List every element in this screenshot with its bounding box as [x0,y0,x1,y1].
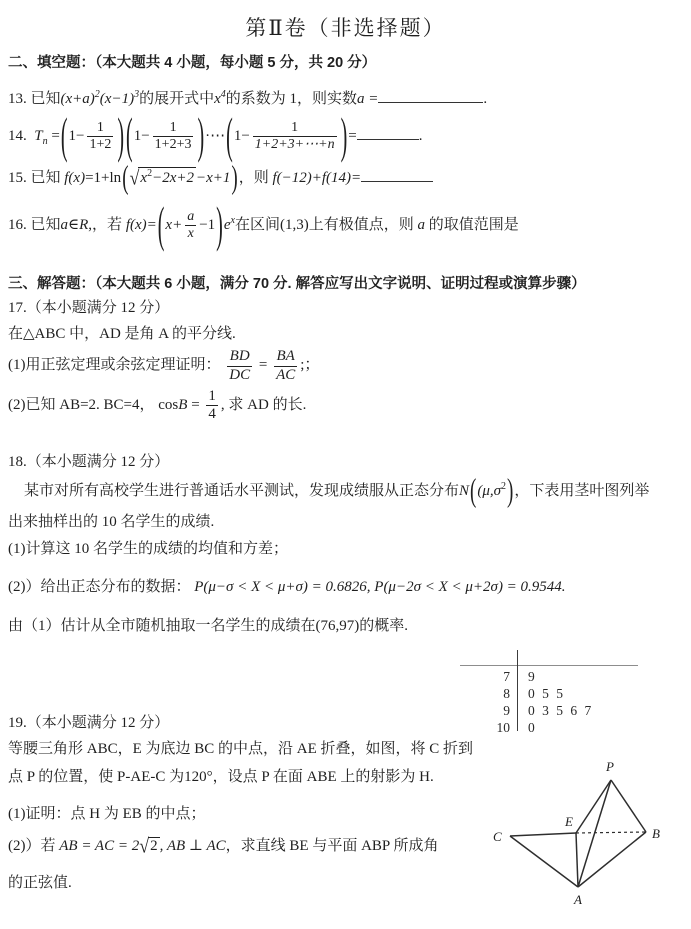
q19-item2-text2: ，求直线 BE 与平面 ABP 所成角 [225,838,439,855]
open-paren: ( [60,109,68,165]
q15-sqrt-x: x [140,170,148,187]
q16-text2: 在区间 [234,217,280,234]
q17-frac-bd-dc [227,348,252,384]
question-18-heading: 18.（本小题满分 12 分） [8,454,170,471]
q13-exp3: 4 [220,89,226,100]
stem-leaf-row [460,668,638,685]
stem-value: 8 [503,686,510,701]
close-paren: ) [340,109,348,165]
q18-final [8,614,683,635]
q16-frac [185,209,196,242]
q16-e-exp: x [230,215,235,227]
close-paren: ) [507,474,514,510]
q17-item1-text: (1)用正弦定理或余弦定理证明： [8,357,221,374]
q14-frac2-num: 1 [169,120,177,135]
q16-e: e [223,217,231,234]
q19-item2 [8,834,478,857]
q13-text: 13. 已知 [8,91,61,107]
q17-item2-end: , 求 AD 的长. [220,397,307,414]
q13-x: x [214,91,221,107]
q16-frac-num: a [187,209,195,225]
close-paren: ) [117,109,125,165]
q13-exp1: 2 [94,89,100,100]
stem-leaf-row [460,685,638,702]
vertex-label-A: A [574,892,582,907]
open-paren: ( [226,109,233,165]
q18-item2 [8,575,683,596]
q18-final-text: 由（1）估计从全市随机抽取一名学生的成绩在 [8,618,316,635]
question-16 [8,198,683,254]
q17-cos-eq: = [191,397,200,414]
vertex-label-P: P [606,759,614,774]
edge-EB-hidden [576,832,646,833]
close-paren: ) [197,109,205,165]
q15-sqrt-rest: −2x+2 [152,170,194,187]
q14-one2: 1− [133,128,150,145]
question-13 [8,87,683,108]
question-14 [8,109,683,165]
q16-xplus: x+ [165,217,183,234]
q17-item2-text: (2)已知 AB=2. BC=4， [8,397,155,414]
q14-one3: 1− [233,128,250,145]
open-paren: ( [126,109,133,165]
edge-EA [576,833,578,887]
fold-figure [486,753,686,923]
q19-sqrt-two: 2 [150,838,158,855]
open-paren: ( [470,474,477,510]
edge-PB [611,780,646,832]
leaf-values: 0 [528,720,537,735]
q17-item1 [8,348,683,384]
q18-sigma-exp: 2 [501,481,507,493]
q17-ac: AC [276,366,296,383]
q16-text3: 上有极值点，则 [308,217,418,234]
q18-N-inner: (μ,σ [477,483,502,500]
q15-text2: ，则 [238,170,269,187]
q17-ba: BA [276,348,295,365]
q15-text: 15. 已知 [8,170,61,187]
q14-frac1 [87,120,113,153]
q17-four: 4 [208,406,216,423]
q15-answer-blank [361,166,433,182]
radical-sign: √ [139,835,150,858]
stem-leaf-plot [460,650,638,736]
question-19-heading: 19.（本小题满分 12 分） [8,715,170,732]
q14-number: 14. [8,128,27,145]
leaf-values: 9 [528,669,537,684]
q19-line1: 等腰三角形 ABC，E 为底边 BC 的中点，沿 AE 折叠，如图，将 C 折到 [8,741,474,758]
q16-interval: (1,3) [279,217,309,234]
q17-cos: cos [158,397,179,414]
q16-comma: ,，若 [88,217,123,234]
q13-text3: 的系数为 1，则实数 [225,91,358,107]
stem-value: 7 [503,669,510,684]
q17-eq: = [258,357,268,374]
q18-N: N [459,483,470,500]
q17-line1: 在△ABC 中，AD 是角 A 的平分线. [8,326,236,343]
q13-expr2: (x−1) [99,91,135,107]
q17-bd: BD [229,348,250,365]
q13-a-equals: a = [357,91,379,107]
q14-frac3-den: 1+2+3+⋯+n [254,137,335,153]
q14-frac2 [153,120,194,153]
open-paren: ( [122,160,129,197]
leaf-values: 0 5 5 [528,686,565,701]
q19-perp: , AB ⊥ AC [159,838,226,855]
q15-after-sqrt: −x+1 [195,170,231,187]
stem-leaf-row [460,702,638,719]
leaf-values: 0 3 5 6 7 [528,703,594,718]
question-17-heading: 17.（本小题满分 12 分） [8,300,170,317]
vertex-label-B: B [652,826,660,841]
q14-dots: ·⋯ [205,128,226,145]
q18-para2: 出来抽样出的 10 名学生的成绩. [8,514,215,531]
edge-AB [578,832,646,887]
q14-eq2: = [348,128,357,145]
edge-CE [510,833,576,836]
q15-fx: f(x) [64,170,86,187]
question-15 [8,160,683,197]
q18-para1-text2: ，下表用茎叶图列举 [514,483,650,500]
q14-frac3 [253,120,337,153]
q16-text: 16. 已知 [8,217,61,234]
stem-leaf-rows [460,650,638,736]
q18-para1-text: 某市对所有高校学生进行普通话水平测试，发现成绩服从正态分布 [24,483,460,500]
q19-lengths: AB = AC = 2 [59,838,140,855]
q17-item2 [8,388,683,424]
stem-leaf-row [460,719,638,736]
q14-frac2-den: 1+2+3 [154,137,192,153]
q18-item1: (1)计算这 10 名学生的成绩的均值和方差； [8,541,288,558]
q14-frac1-num: 1 [96,120,104,135]
q13-period: . [483,91,488,107]
close-paren: ) [216,198,223,254]
q16-text4: 的取值范围是 [425,217,519,234]
q14-one1: 1− [68,128,85,145]
q18-para1 [8,474,683,510]
q19-item1: (1)证明：点 H 为 EB 的中点； [8,806,206,823]
edge-CA [510,836,578,887]
page-title: 第Ⅱ卷（非选择题） [245,16,446,40]
vertex-label-C: C [493,829,502,844]
q14-Tn-sub: n [42,136,48,148]
vertex-label-E: E [565,814,573,829]
q13-answer-blank [378,87,483,103]
q14-frac3-num: 1 [291,120,299,135]
q18-range: (76,97) [315,618,360,635]
q18-final-text2: 的概率. [359,618,409,635]
open-paren: ( [157,198,165,254]
edge-EP [576,780,611,833]
q16-fx: f(x)= [125,217,157,234]
q14-Tn: T [34,128,43,145]
stem-leaf-divider [517,650,518,731]
q19-item2-text: (2)）若 [8,838,60,855]
q17-item1-end: ;； [300,357,320,374]
q16-a-var: a [417,217,425,234]
stem-value: 9 [503,703,510,718]
section-2-heading: 二、填空题：（本大题共 4 小题，每小题 5 分，共 20 分） [8,55,377,71]
q14-frac1-den: 1+2 [89,137,112,153]
section-3-heading: 三、解答题：（本大题共 6 小题，满分 70 分. 解答应写出文字说明、证明过程或演算步骤） [8,276,586,293]
q16-aR: a∈R [60,217,89,234]
q13-expr1: (x+a) [60,91,95,107]
q17-frac-quarter [206,388,218,424]
q18-probabilities: P(μ−σ < X < μ+σ) = 0.6826, P(μ−2σ < X < μ+2σ) = 0.9544. [194,579,566,596]
q17-one: 1 [208,387,216,404]
q16-frac-den: x [185,225,196,242]
q16-minus-one: −1 [199,217,216,234]
q14-period: . [418,128,423,145]
q19-line3: 的正弦值. [8,875,72,892]
q17-frac-ba-ac [274,348,297,384]
q15-sqrt-exp: 2 [147,168,153,180]
q19-line2-text2: ，设点 P 在面 ABE 上的射影为 H. [212,769,434,786]
close-paren: ) [231,160,238,197]
q15-sqrt-body [138,167,196,187]
q14-answer-blank [357,124,419,140]
q19-line2-text: 点 P 的位置，使 P-AE-C 为 [8,769,185,786]
q18-item2-text: (2)）给出正态分布的数据： [8,579,191,596]
stem-leaf-topline [460,665,638,666]
q17-cos-B: B [178,397,188,414]
q15-fx2: =1+ln [85,170,122,187]
fold-figure-svg [486,753,686,923]
q17-dc: DC [229,366,251,383]
q19-line2 [8,765,478,786]
q15-f-values: f(−12)+f(14)= [272,170,362,187]
q19-angle: 120° [184,769,213,786]
stem-value: 10 [496,720,510,735]
q13-exp2: 3 [134,89,140,100]
q14-eq: = [51,128,60,145]
radical-sign: √ [129,166,140,190]
q13-text2: 的展开式中 [139,91,215,107]
